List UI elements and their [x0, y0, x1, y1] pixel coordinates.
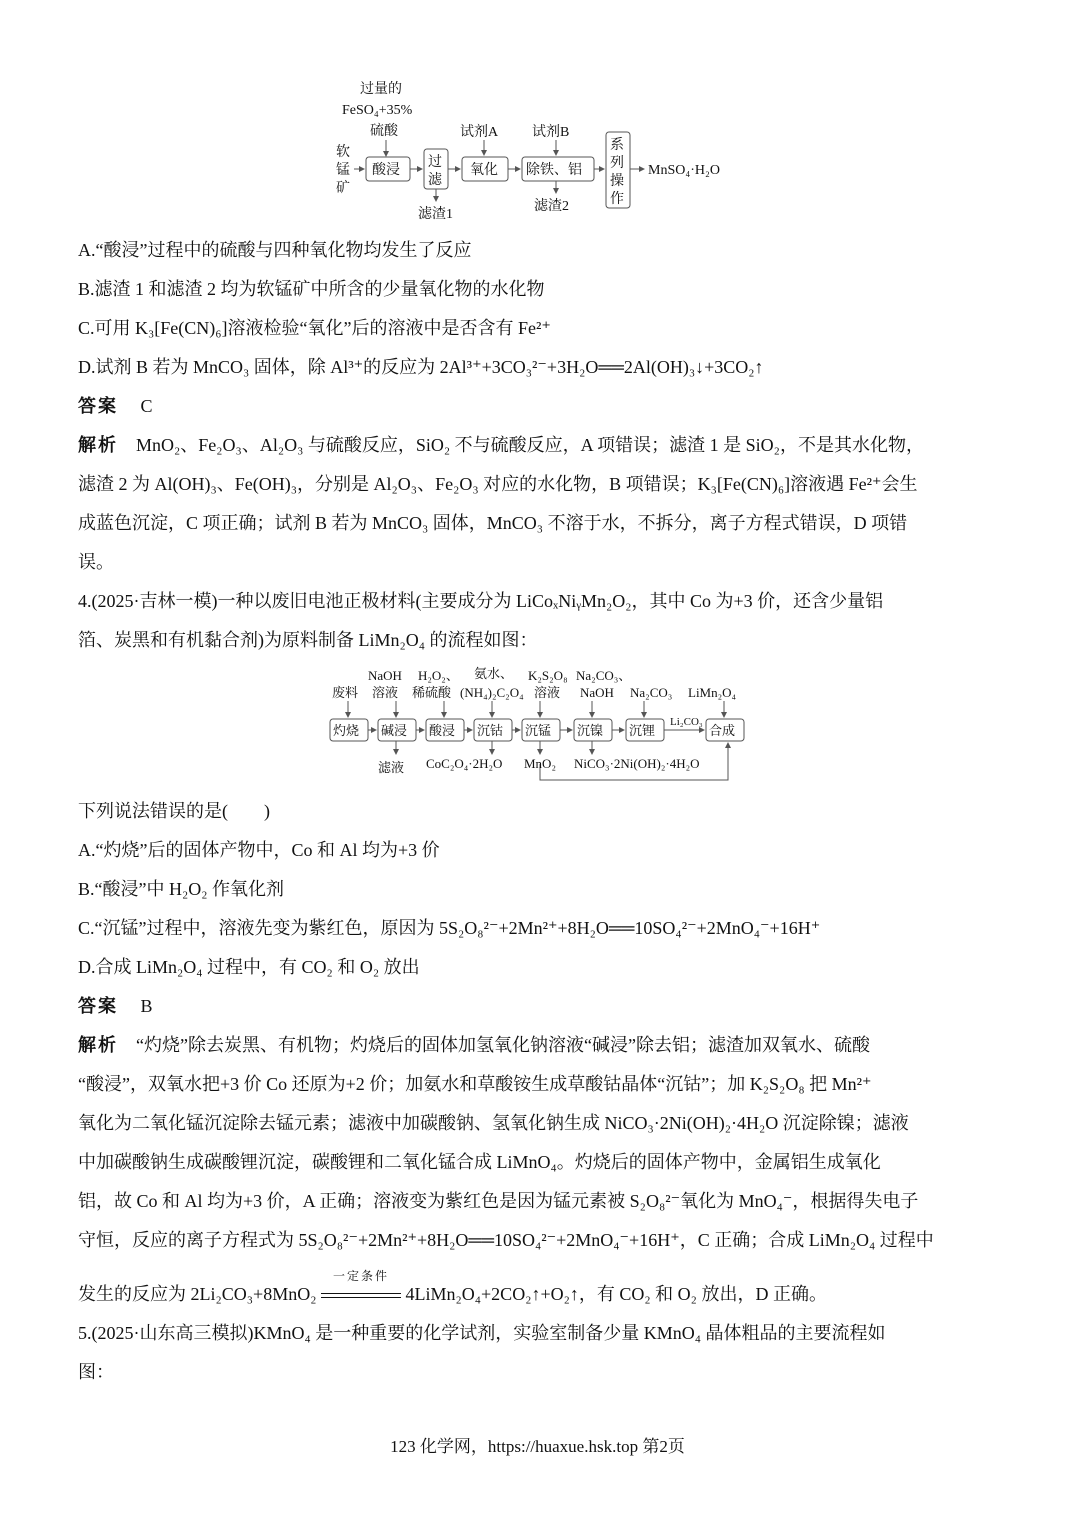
flow-diagram-2: [328, 664, 758, 784]
flow2-step-8: 合成: [709, 723, 736, 738]
flow1-residue2: 滤渣2: [534, 199, 569, 214]
svg-text:氨水、: 氨水、: [474, 666, 514, 681]
flow1-start-2: 锰: [336, 163, 350, 178]
q5-stem-2: 图：: [78, 1362, 114, 1382]
svg-text:过: 过: [428, 155, 442, 170]
svg-text:系: 系: [610, 138, 624, 153]
flow1-reagentA: 试剂A: [460, 125, 499, 140]
svg-text:作: 作: [610, 192, 624, 207]
q3-option-d: D.试剂 B 若为 MnCO₃ 固体，除 Al³⁺的反应为 2Al³⁺+3CO₃²⁻+3H₂O══2Al(OH)₃↓+3CO₂↑: [78, 357, 764, 377]
q4-analysis-7: 发生的反应为 2Li₂CO₃+8MnO₂ 一定条件 4LiMn₂O₄+2CO₂↑+O₂↑，有 CO₂ 和 O₂ 放出，D 正确。: [78, 1281, 995, 1307]
svg-text:NaOH: NaOH: [580, 685, 614, 700]
flow2-step-7: 沉锂: [629, 723, 656, 738]
svg-text:溶液: 溶液: [372, 685, 399, 700]
flow1-step-oxidize: 氧化: [470, 163, 498, 178]
flow1-step-remove: 除铁、铝: [526, 163, 582, 178]
flow1-reagentB: 试剂B: [532, 125, 570, 140]
q3-analysis-1: 解析 MnO₂、Fe₂O₃、Al₂O₃ 与硫酸反应，SiO₂ 不与硫酸反应，A 项错误；滤渣 1 是 SiO₂，不是其水化物，: [78, 435, 924, 455]
q4-analysis-6: 守恒，反应的离子方程式为 5S₂O₈²⁻+2Mn²⁺+8H₂O══10SO₄²⁻+2MnO₄⁻+16H⁺，C 正确；合成 LiMn₂O₄ 过程中: [78, 1230, 934, 1250]
q4-stem-1: 4.(2025·吉林一模)一种以废旧电池正极材料(主要成分为 LiCoₓNiᵧMn₂O₂，其中 Co 为+3 价，还含少量铝: [78, 591, 884, 611]
q4-analysis-5: 铝，故 Co 和 Al 均为+3 价，A 正确；溶液变为紫红色是因为锰元素被 S₂O₈²⁻氧化为 MnO₄⁻，根据得失电子: [78, 1191, 919, 1211]
q4-analysis-4: 中加碳酸钠生成碳酸锂沉淀，碳酸锂和二氧化锰合成 LiMnO₄。灼烧后的固体产物中，金属铝生成氧化: [78, 1152, 881, 1172]
q3-analysis-2: 滤渣 2 为 Al(OH)₃、Fe(OH)₃，分别是 Al₂O₃、Fe₂O₃ 对应的水化物，B 项错误；K₃[Fe(CN)₆]溶液遇 Fe²⁺会生: [78, 474, 918, 494]
svg-text:Na₂CO₃: Na₂CO₃: [630, 685, 673, 700]
q3-analysis-4: 误。: [78, 552, 114, 572]
q4-option-c: C.“沉锰”过程中，溶液先变为紫红色，原因为 5S₂O₈²⁻+2Mn²⁺+8H₂O══10SO₄²⁻+2MnO₄⁻+16H⁺: [78, 918, 821, 938]
reaction-condition: 一定条件: [332, 1269, 389, 1283]
answer-label: 答案: [78, 996, 118, 1016]
svg-text:滤: 滤: [428, 173, 442, 188]
flow-diagram-1: [330, 78, 750, 224]
q3-option-c: C.可用 K₃[Fe(CN)₆]溶液检验“氧化”后的溶液中是否含有 Fe²⁺: [78, 318, 551, 338]
q3-option-b: B.滤渣 1 和滤渣 2 均为软锰矿中所含的少量氧化物的水化物: [78, 279, 545, 299]
reaction-arrow: [321, 1269, 401, 1307]
flow2-step-4: 沉钴: [477, 723, 504, 738]
page-footer: 123 化学网，https://huaxue.hsk.top 第2页: [390, 1437, 685, 1456]
flow1-start-3: 矿: [336, 181, 350, 196]
flow1-residue1: 滤渣1: [418, 207, 453, 222]
q3-answer: [78, 393, 995, 419]
flow2-top-product: LiMn₂O₄: [688, 685, 737, 700]
q4-option-a: A.“灼烧”后的固体产物中，Co 和 Al 均为+3 价: [78, 840, 440, 860]
flow1-step-acid: 酸浸: [372, 163, 400, 178]
analysis-label: 解析: [78, 1035, 118, 1055]
flow2-step-6: 沉镍: [577, 723, 604, 738]
q4-answer: [78, 993, 995, 1019]
answer-value: C: [140, 396, 153, 416]
answer-label: 答案: [78, 396, 118, 416]
q3-option-a: A.“酸浸”过程中的硫酸与四种氧化物均发生了反应: [78, 240, 472, 260]
svg-text:列: 列: [610, 156, 624, 171]
svg-text:H₂O₂、: H₂O₂、: [418, 668, 459, 683]
flow1-reagent-line1: 过量的: [360, 82, 402, 97]
svg-text:(NH₄)₂C₂O₄: (NH₄)₂C₂O₄: [460, 685, 524, 700]
svg-text:K₂S₂O₈: K₂S₂O₈: [528, 668, 568, 683]
flow2-bottom-4: NiCO₃·2Ni(OH)₂·4H₂O: [574, 756, 700, 771]
answer-value: B: [140, 996, 153, 1016]
flow2-side-label: Li₂CO₃: [670, 716, 703, 728]
q4-analysis-1: 解析 “灼烧”除去炭黑、有机物；灼烧后的固体加氢氧化钠溶液“碱浸”除去铝；滤渣加双氧水、硫酸: [78, 1035, 870, 1055]
flow1-reagent-line2: FeSO₄+35%: [342, 103, 413, 118]
q4-option-d: D.合成 LiMn₂O₄ 过程中，有 CO₂ 和 O₂ 放出: [78, 957, 420, 977]
svg-text:操: 操: [610, 174, 624, 189]
flow2-bottom-2: CoC₂O₄·2H₂O: [426, 756, 503, 771]
q4-option-b: B.“酸浸”中 H₂O₂ 作氧化剂: [78, 879, 285, 899]
flow1-reagent-line3: 硫酸: [370, 124, 398, 139]
flow2-bottom-1: 滤液: [378, 760, 405, 775]
flow1-product: MnSO₄·H₂O: [648, 163, 720, 178]
analysis-label: 解析: [78, 435, 118, 455]
flow2-step-2: 碱浸: [381, 723, 408, 738]
flow1-start-1: 软: [336, 145, 350, 160]
svg-text:稀硫酸: 稀硫酸: [412, 685, 452, 700]
flow2-bottom-3: MnO₂: [524, 756, 556, 771]
svg-text:溶液: 溶液: [534, 685, 561, 700]
flow2-step-3: 酸浸: [429, 723, 456, 738]
flow2-top-waste: 废料: [332, 685, 359, 700]
q3-analysis-3: 成蓝色沉淀，C 项正确；试剂 B 若为 MnCO₃ 固体，MnCO₃ 不溶于水，不拆分，离子方程式错误，D 项错: [78, 513, 908, 533]
flow2-step-1: 灼烧: [333, 723, 360, 738]
q4-question: 下列说法错误的是( ): [78, 801, 270, 821]
q4-stem-2: 箔、炭黑和有机黏合剂)为原料制备 LiMn₂O₄ 的流程如图：: [78, 630, 538, 650]
q5-stem-1: 5.(2025·山东高三模拟)KMnO₄ 是一种重要的化学试剂，实验室制备少量 KMnO₄ 晶体粗品的主要流程如: [78, 1323, 886, 1343]
svg-text:NaOH: NaOH: [368, 668, 402, 683]
q4-analysis-2: “酸浸”，双氧水把+3 价 Co 还原为+2 价；加氨水和草酸铵生成草酸钴晶体“沉钴”；加 K₂S₂O₈ 把 Mn²⁺: [78, 1074, 872, 1094]
flow2-step-5: 沉锰: [525, 723, 552, 738]
svg-text:Na₂CO₃、: Na₂CO₃、: [576, 668, 632, 683]
q4-analysis-3: 氧化为二氧化锰沉淀除去锰元素；滤液中加碳酸钠、氢氧化钠生成 NiCO₃·2Ni(OH)₂·4H₂O 沉淀除镍；滤液: [78, 1113, 909, 1133]
